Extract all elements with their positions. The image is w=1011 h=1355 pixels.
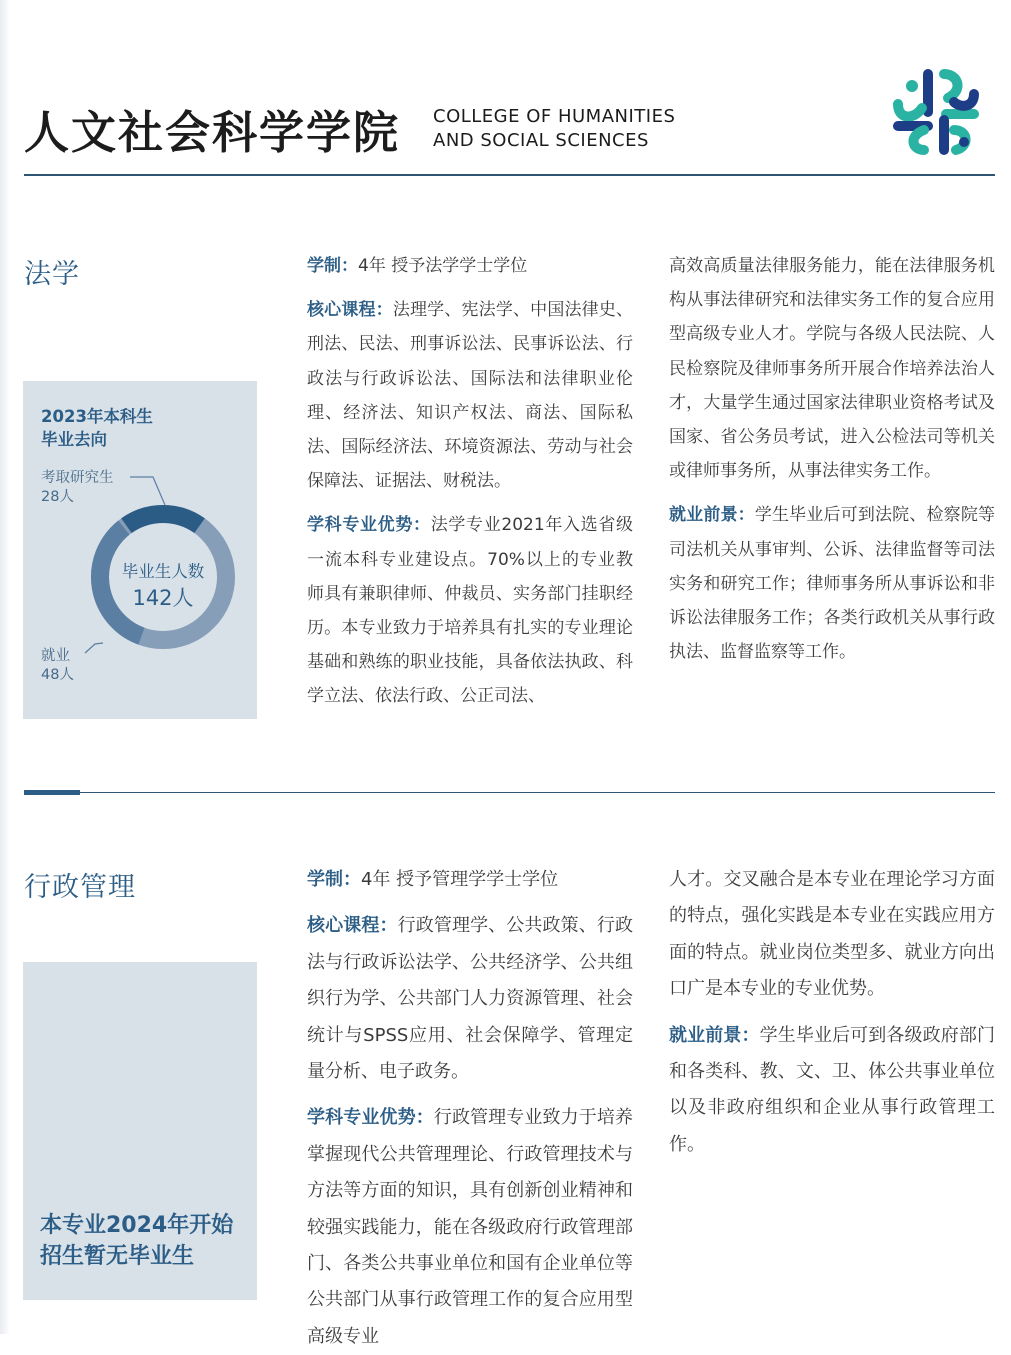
law-courses [307, 293, 633, 498]
law-section-title: 法学 [24, 259, 80, 290]
admin-courses-text: 行政管理学、公共政策、行政法与行政诉讼法学、公共经济学、公共组织行为学、公共部门人力资源管理、社会统计与SPSS应用、社会保障学、管理定量分析、电子政务。 [307, 915, 634, 1083]
admin-advantage [307, 1100, 633, 1355]
college-title-en-line2: AND SOCIAL SCIENCES [433, 130, 649, 151]
law-advantage-text: 法学专业2021年入选省级一流本科专业建设点。70%以上的专业教师具有兼职律师、仲裁员、实务部门挂职经历。本专业致力于培养具有扎实的专业理论基础和熟练的职业技能，具备依法执政、科学立法、依法行政、公正司法、 [307, 515, 634, 707]
law-continued: 高效高质量法律服务能力，能在法律服务机构从事法律研究和法律实务工作的复合应用型高级专业人才。学院与各级人民法院、人民检察院及律师事务所开展合作培养法治人才，大量学生通过国家法律职业资格考试及国家、省公务员考试，进入公检法司等机关或律师事务所，从事法律实务工作。 [669, 256, 995, 482]
law-advantage-label: 学科专业优势： [307, 515, 431, 536]
law-duration-text: 4年 授予法学学士学位 [358, 256, 528, 276]
employment-label [41, 647, 74, 685]
law-courses-text: 法理学、宪法学、中国法律史、刑法、民法、刑事诉讼法、民事诉讼法、行政法与行政诉讼法、国际法和法律职业伦理、经济法、知识产权法、商法、国际私法、国际经济法、环境资源法、劳动与社会保障法、证据法、财税法。 [307, 300, 634, 492]
admin-no-grad-line1: 本专业2024年开始 [40, 1213, 234, 1238]
grad-school-count: 28人 [41, 489, 74, 505]
law-stats-box [23, 381, 257, 719]
donut-segment-graduate-school [126, 514, 199, 526]
law-column-1 [307, 249, 633, 724]
college-title-en-line1: COLLEGE OF HUMANITIES [433, 106, 676, 127]
admin-prospects [669, 1018, 995, 1164]
law-duration [307, 249, 633, 283]
admin-no-grad-line2: 招生暂无毕业生 [40, 1244, 195, 1269]
law-prospects-text: 学生毕业后可到法院、检察院等司法机关从事审判、公诉、法律监督等司法实务和研究工作；律师事务所从事诉讼和非诉讼法律服务工作；各类行政机关从事行政执法、监督监察等工作。 [669, 505, 996, 663]
admin-prospects-label: 就业前景： [669, 1024, 760, 1046]
admin-courses [307, 908, 633, 1090]
grad-school-label-text: 考取研究生 [41, 470, 114, 486]
admin-advantage-label: 学科专业优势： [307, 1107, 434, 1129]
section-divider-accent [24, 790, 80, 795]
law-prospects-label: 就业前景： [669, 505, 755, 526]
admin-duration-label: 学制： [307, 869, 361, 890]
law-duration-label: 学制： [307, 256, 358, 276]
admin-no-graduates-note [40, 1210, 233, 1272]
law-stats-heading-line1: 2023年本科生 [41, 407, 153, 426]
law-prospects [669, 498, 995, 669]
college-logo-icon [888, 64, 984, 160]
admin-continued: 人才。交叉融合是本专业在理论学习方面的特点，强化实践是本专业在实践应用方面的特点。就业岗位类型多、就业方向出口广是本专业的专业优势。 [669, 869, 995, 1000]
grad-leader-line [130, 477, 165, 505]
college-title-cn: 人文社会科学学院 [24, 106, 401, 159]
section-divider [24, 792, 995, 793]
admin-courses-label: 核心课程： [307, 915, 398, 937]
admin-prospects-text: 学生毕业后可到各级政府部门和各类科、教、文、卫、体公共事业单位以及非政府组织和企业从事行政管理工作。 [669, 1024, 996, 1155]
admin-column-1 [307, 862, 634, 1347]
donut-center-label: 毕业生人数 [121, 562, 205, 581]
college-title-en [433, 105, 675, 153]
job-leader-line [85, 643, 103, 653]
law-column-2 [669, 249, 995, 679]
page-left-edge [0, 0, 10, 1334]
law-advantage [307, 508, 633, 713]
donut-center-count: 142人 [132, 586, 194, 610]
law-courses-label: 核心课程： [307, 300, 393, 321]
header-rule [24, 174, 995, 176]
admin-duration [307, 862, 633, 898]
admin-column-2 [669, 862, 995, 1173]
employment-label-text: 就业 [41, 648, 70, 664]
law-stats-heading-line2: 毕业去向 [41, 430, 107, 449]
admin-section-title: 行政管理 [24, 872, 136, 903]
employment-count: 48人 [41, 667, 74, 683]
admin-duration-text: 4年 授予管理学学士学位 [361, 869, 559, 890]
admin-advantage-text: 行政管理专业致力于培养掌握现代公共管理理论、行政管理技术与方法等方面的知识，具有创新创业精神和较强实践能力，能在各级政府行政管理部门、各类公共事业单位和国有企业单位等公共部门从事行政管理工作的复合应用型高级专业 [307, 1107, 634, 1347]
